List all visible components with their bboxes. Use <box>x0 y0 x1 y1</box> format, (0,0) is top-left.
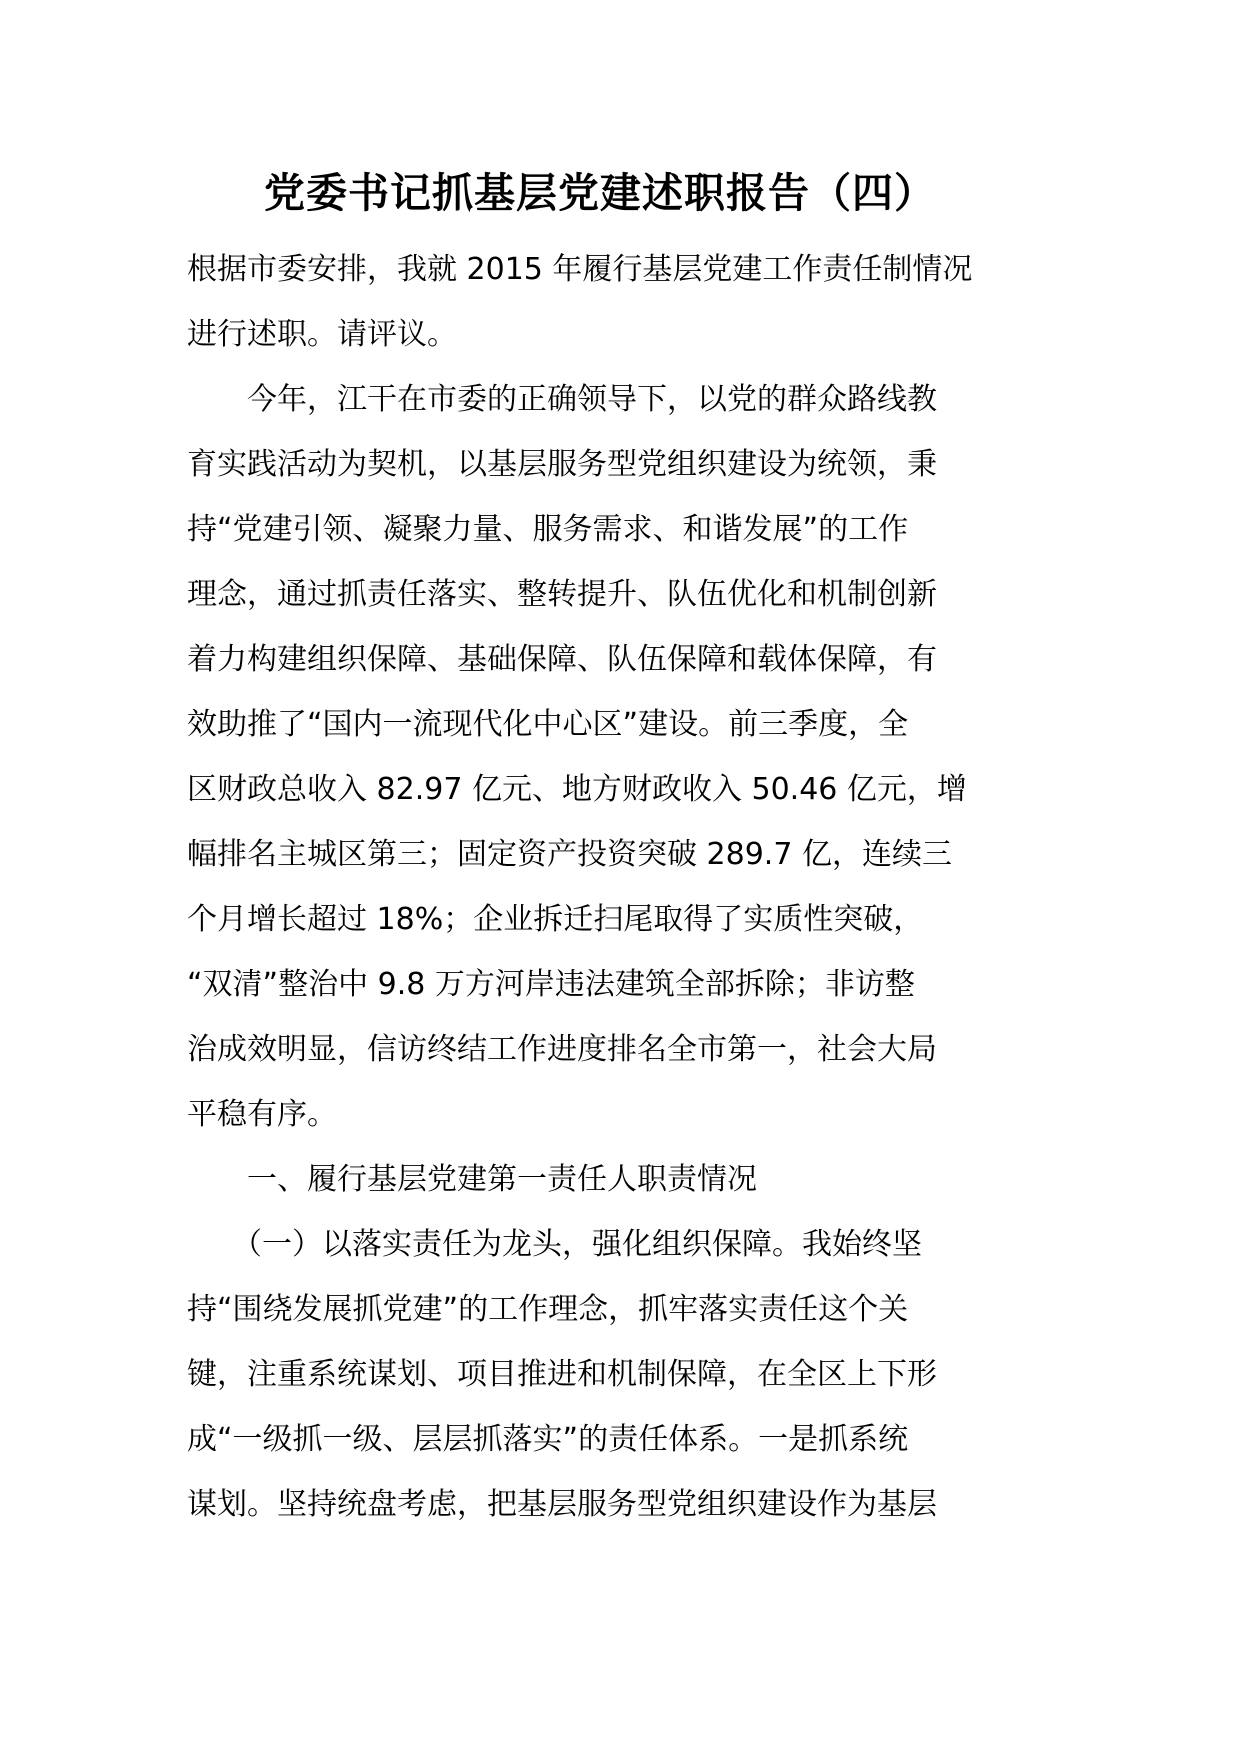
text-line: 持“党建引领、凝聚力量、服务需求、和谐发展”的工作 <box>187 512 909 547</box>
text-line: 理念，通过抓责任落实、整转提升、队伍优化和机制创新 <box>187 577 937 612</box>
section-heading: 一、履行基层党建第一责任人职责情况 <box>187 1162 757 1197</box>
text-line: 着力构建组织保障、基础保障、队伍保障和载体保障，有 <box>187 642 937 677</box>
text-line: 键，注重系统谋划、项目推进和机制保障，在全区上下形 <box>187 1357 937 1392</box>
text-line: （一）以落实责任为龙头，强化组织保障。我始终坚 <box>187 1227 922 1262</box>
text-line: “双清”整治中 9.8 万方河岸违法建筑全部拆除；非访整 <box>187 967 915 1002</box>
text-line: 根据市委安排，我就 2015 年履行基层党建工作责任制情况 <box>187 252 973 287</box>
text-line: 进行述职。请评议。 <box>187 317 457 352</box>
text-line: 成“一级抓一级、层层抓落实”的责任体系。一是抓系统 <box>187 1422 909 1457</box>
text-line: 育实践活动为契机，以基层服务型党组织建设为统领，秉 <box>187 447 937 482</box>
text-line: 个月增长超过 18%；企业拆迁扫尾取得了实质性突破， <box>187 902 924 937</box>
text-line: 效助推了“国内一流现代化中心区”建设。前三季度，全 <box>187 707 909 742</box>
text-line: 平稳有序。 <box>187 1097 337 1132</box>
text-line: 治成效明显，信访终结工作进度排名全市第一，社会大局 <box>187 1032 937 1067</box>
text-line: 幅排名主城区第三；固定资产投资突破 289.7 亿，连续三 <box>187 837 952 872</box>
document-body <box>187 240 1053 1540</box>
text-line: 区财政总收入 82.97 亿元、地方财政收入 50.46 亿元，增 <box>187 772 967 807</box>
text-line: 谋划。坚持统盘考虑，把基层服务型党组织建设作为基层 <box>187 1487 937 1522</box>
text-line: 今年，江干在市委的正确领导下，以党的群众路线教 <box>187 382 937 417</box>
document-title: 党委书记抓基层党建述职报告（四） <box>264 169 936 217</box>
text-line: 持“围绕发展抓党建”的工作理念，抓牢落实责任这个关 <box>187 1292 909 1327</box>
